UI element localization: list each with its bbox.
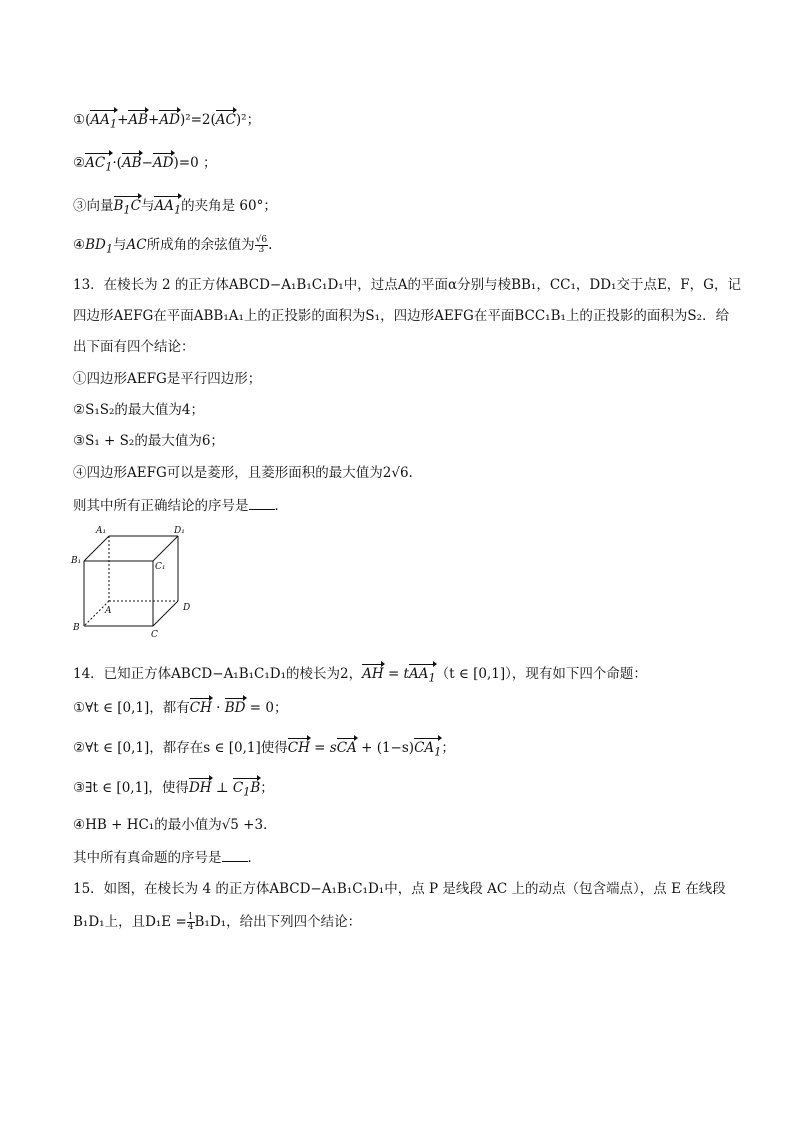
q14-proposition-4: ④HB + HC₁的最小值为√5 +3． — [73, 817, 277, 833]
q12-statement-2: $②AC_1\cdot(AB-AD)=0$ ； — [73, 155, 217, 174]
q15-line-2: B₁D₁上，且D₁E = $\frac{1}{4}$ B₁D₁，给出下列四个结论： — [73, 912, 362, 932]
vector-ad: AD — [159, 112, 180, 128]
q13-line-1: 13．在棱长为 2 的正方体ABCD−A₁B₁C₁D₁中，过点A的平面α分别与棱BB₁，CC₁，DD₁交于点E，F，G，记 — [73, 277, 741, 293]
q12-statement-3: ③向量$B_1C$与$AA_1$的夹角是 60°； — [73, 198, 277, 217]
label-a1: A₁ — [96, 526, 107, 536]
vector-aa1: $AA_1$ — [154, 198, 182, 217]
label-d: D — [183, 603, 191, 613]
fraction-sqrt6-over-3: $\frac{√6}{3}$ — [255, 235, 268, 255]
cube-figure — [68, 520, 198, 644]
q13-conclusion-3: ③S₁ + S₂的最大值为6； — [73, 433, 224, 449]
label-d1: D₁ — [174, 526, 185, 536]
q13-line-2: 四边形AEFG在平面ABB₁A₁上的正投影的面积为S₁，四边形AEFG在平面BCC₁B₁上的正投影的面积为S₂．给 — [73, 308, 730, 324]
edge-b1-a1 — [84, 536, 109, 561]
q14-proposition-2: ②∀t ∈ [0,1]，都存在s ∈ [0,1]使得CH = sCA + $(1-s)CA_1$； — [73, 740, 455, 759]
q13-conclusion-4: ④四边形AEFG可以是菱形，且菱形面积的最大值为2√6. — [73, 465, 413, 481]
answer-blank — [249, 499, 275, 510]
q14-intro: 14．已知正方体ABCD−A₁B₁C₁D₁的棱长为2，AH = tAA$_1$（t ∈ [0,1]），现有如下四个命题： — [73, 666, 647, 685]
label-a: A — [105, 606, 112, 616]
label-b1: B₁ — [71, 556, 82, 566]
label-c: C — [151, 630, 158, 640]
vector-aa1: $AA_1$ — [90, 112, 118, 131]
q12-statement-4: $④BD_1$与AC所成角的余弦值为 $\frac{√6}{3}$ . — [73, 235, 273, 256]
label-c1: C₁ — [155, 562, 166, 572]
q13-conclusion-2: ②S₁S₂的最大值为4； — [73, 402, 205, 418]
q14-question: 其中所有真命题的序号是 ． — [73, 850, 261, 866]
q12-statement-1: $①(AA_1+AB+AD)^2=2(AC)^2$； — [73, 112, 261, 131]
answer-blank — [222, 851, 248, 862]
q13-conclusion-1: ①四边形AEFG是平行四边形； — [73, 371, 262, 387]
fraction-one-quarter: $\frac{1}{4}$ — [187, 912, 194, 932]
vector-ac: AC — [215, 112, 236, 128]
edge-d-c — [153, 601, 178, 626]
vector-b1c: $B_1C$ — [113, 198, 141, 217]
vector-ac1: $AC_1$ — [85, 155, 113, 174]
label-b: B — [73, 623, 80, 633]
edge-d1-c1 — [153, 536, 178, 561]
q14-proposition-3: ③∃t ∈ [0,1]，使得DH ⊥ $C_1B$； — [73, 780, 274, 799]
q13-question: 则其中所有正确结论的序号是 ． — [73, 498, 288, 514]
q14-proposition-1: ①∀t ∈ [0,1]，都有CH · BD = 0； — [73, 700, 288, 716]
vector-ab: AB — [128, 112, 149, 128]
q15-line-1: 15．如图，在棱长为 4 的正方体ABCD−A₁B₁C₁D₁中，点 P 是线段 AC 上的动点（包含端点），点 E 在线段 — [73, 881, 726, 897]
q13-line-3: 出下面有四个结论： — [73, 339, 195, 355]
